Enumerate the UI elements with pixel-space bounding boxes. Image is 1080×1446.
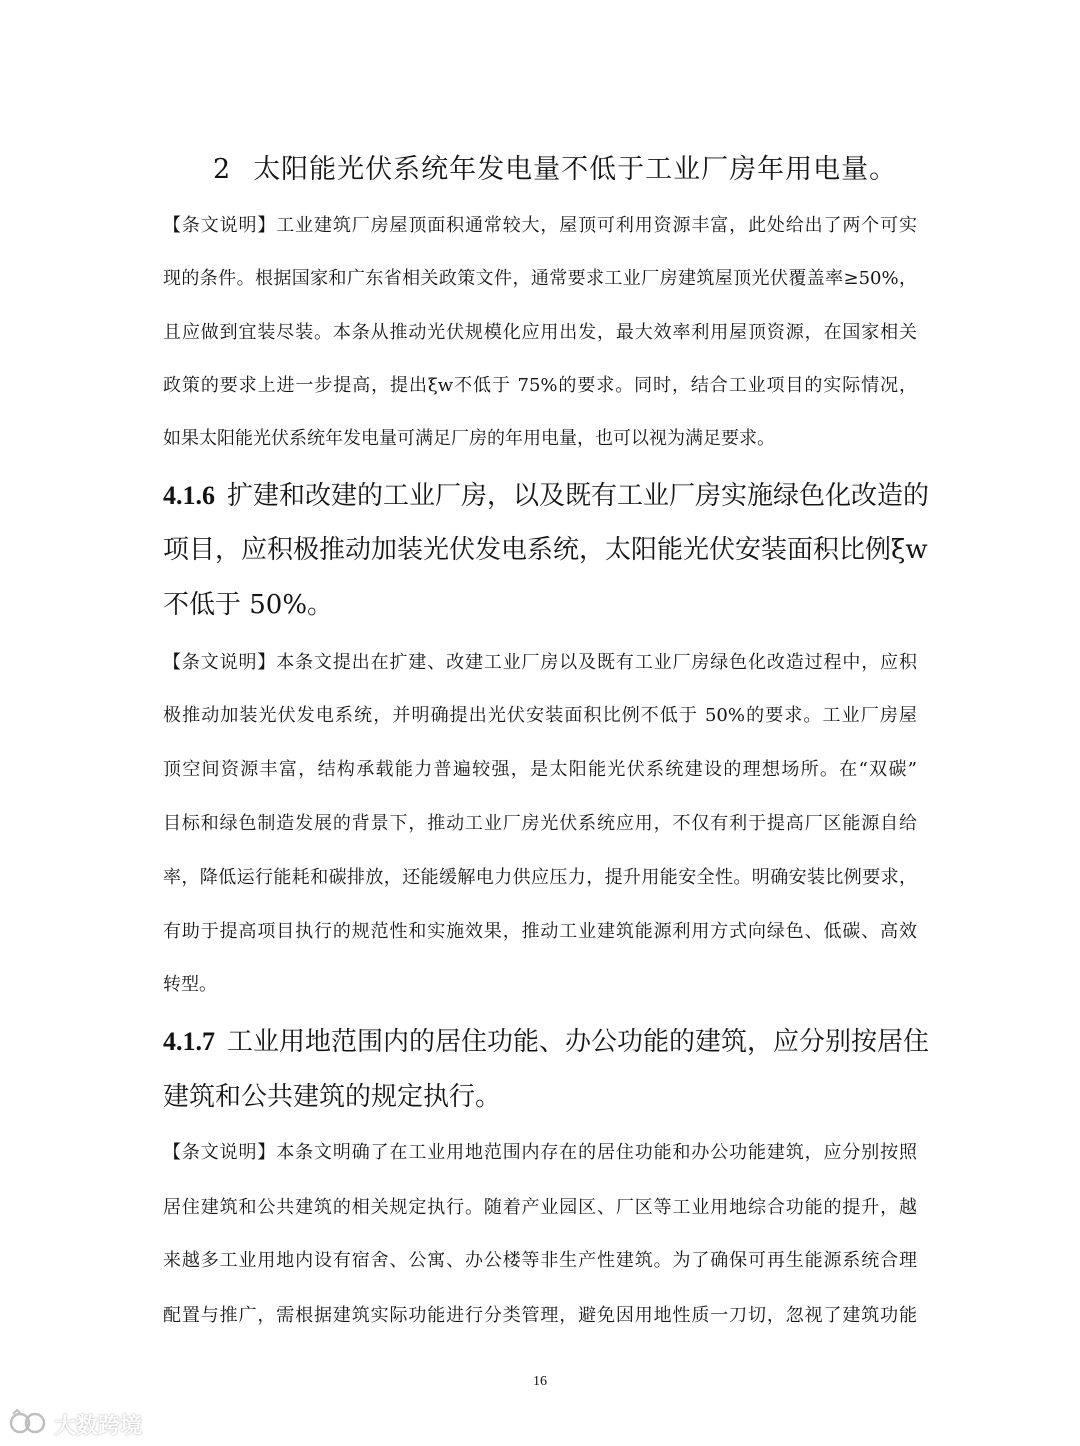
explanation-2-line: 率，降低运行能耗和碳排放，还能缓解电力供应压力，提升用能安全性。明确安装比例要求， xyxy=(163,867,917,888)
clause-4-1-6-line xyxy=(163,475,930,512)
explanation-1-line: 且应做到宜装尽装。本条从推动光伏规模化应用出发，最大效率利用屋顶资源，在国家相关 xyxy=(163,322,917,343)
explanation-1-line: 政策的要求上进一步提高，提出ξw不低于 75%的要求。同时，结合工业项目的实际情况， xyxy=(163,375,917,396)
logo-icon xyxy=(8,1407,48,1441)
watermark xyxy=(8,1406,142,1442)
explanation-3-line: 【条文说明】本条文明确了在工业用地范围内存在的居住功能和办公功能建筑，应分别按照 xyxy=(163,1142,917,1163)
item-2-text: 太阳能光伏系统年发电量不低于工业厂房年用电量。 xyxy=(253,154,898,185)
clause-4-1-7-line: 建筑和公共建筑的规定执行。 xyxy=(163,1082,502,1112)
clause-4-1-6-number: 4.1.6 xyxy=(163,481,215,510)
item-2-label: 2 xyxy=(213,154,232,185)
explanation-1-line: 现的条件。根据国家和广东省相关政策文件，通常要求工业厂房建筑屋顶光伏覆盖率≥50%， xyxy=(163,268,917,289)
explanation-2-line: 极推动加装光伏发电系统，并明确提出光伏安装面积比例不低于 50%的要求。工业厂房屋 xyxy=(163,705,917,726)
clause-4-1-7-line xyxy=(163,1021,930,1058)
explanation-1-line: 【条文说明】工业建筑厂房屋顶面积通常较大，屋顶可利用资源丰富，此处给出了两个可实 xyxy=(163,215,917,236)
explanation-3-line: 配置与推广，需根据建筑实际功能进行分类管理，避免因用地性质一刀切，忽视了建筑功能 xyxy=(163,1305,917,1326)
clause-4-1-6-line: 项目，应积极推动加装光伏发电系统，太阳能光伏安装面积比例ξw xyxy=(163,535,928,565)
clause-4-1-7-text: 工业用地范围内的居住功能、办公功能的建筑，应分别按居住 xyxy=(227,1027,930,1057)
clause-4-1-6-text: 扩建和改建的工业厂房，以及既有工业厂房实施绿色化改造的 xyxy=(227,481,930,511)
explanation-2-line: 【条文说明】本条文提出在扩建、改建工业厂房以及既有工业厂房绿色化改造过程中，应积 xyxy=(163,652,917,673)
explanation-2-line: 顶空间资源丰富，结构承载能力普遍较强，是太阳能光伏系统建设的理想场所。在“双碳” xyxy=(163,759,917,780)
item-2 xyxy=(213,147,898,186)
explanation-2-line: 有助于提高项目执行的规范性和实施效果，推动工业建筑能源利用方式向绿色、低碳、高效 xyxy=(163,921,917,942)
explanation-3-line: 来越多工业用地内设有宿舍、公寓、办公楼等非生产性建筑。为了确保可再生能源系统合理 xyxy=(163,1250,917,1271)
explanation-1-line: 如果太阳能光伏系统年发电量可满足厂房的年用电量，也可以视为满足要求。 xyxy=(163,428,775,449)
clause-4-1-6-line: 不低于 50%。 xyxy=(163,590,334,620)
watermark-text: 大数跨境 xyxy=(54,1413,143,1439)
explanation-2-line: 转型。 xyxy=(163,974,217,995)
explanation-3-line: 居住建筑和公共建筑的相关规定执行。随着产业园区、厂区等工业用地综合功能的提升，越 xyxy=(163,1197,917,1218)
explanation-2-line: 目标和绿色制造发展的背景下，推动工业厂房光伏系统应用，不仅有利于提高厂区能源自给 xyxy=(163,813,917,834)
clause-4-1-7-number: 4.1.7 xyxy=(163,1027,215,1056)
page-number: 16 xyxy=(533,1374,547,1389)
